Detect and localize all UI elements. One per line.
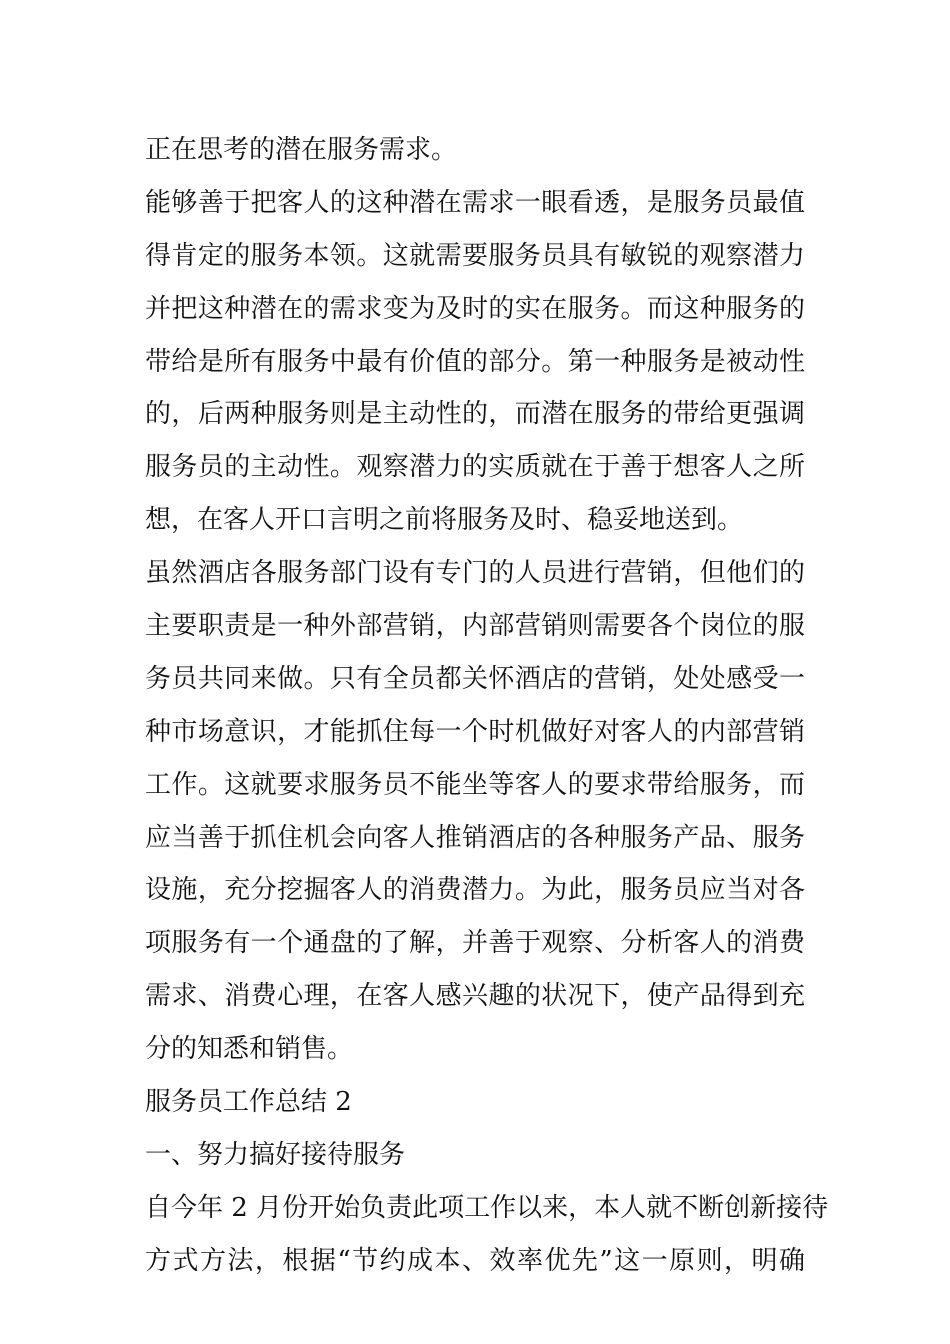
text-line: 虽然酒店各服务部门设有专门的人员进行营销，但他们的: [145, 558, 805, 589]
text-line: 能够善于把客人的这种潜在需求一眼看透，是服务员最值: [145, 187, 805, 218]
text-line: 服务员的主动性。观察潜力的实质就在于善于想客人之所: [145, 452, 805, 483]
text-line: 并把这种潜在的需求变为及时的实在服务。而这种服务的: [145, 293, 805, 324]
text-line: 想，在客人开口言明之前将服务及时、稳妥地送到。: [145, 505, 744, 536]
subsection-heading: 一、努力搞好接待服务: [145, 1139, 406, 1170]
text-line: 方式方法，根据“节约成本、效率优先”这一原则，明确: [145, 1245, 805, 1276]
text-line: 工作。这就要求服务员不能坐等客人的要求带给服务，而: [145, 769, 805, 800]
text-line: 的，后两种服务则是主动性的，而潜在服务的带给更强调: [145, 399, 805, 430]
text-line: 种市场意识，才能抓住每一个时机做好对客人的内部营销: [145, 716, 805, 747]
text-line: 应当善于抓住机会向客人推销酒店的各种服务产品、服务: [145, 822, 805, 853]
text-line: 分的知悉和销售。: [145, 1034, 354, 1065]
text-line: 得肯定的服务本领。这就需要服务员具有敏锐的观察潜力: [145, 240, 805, 271]
text-line: 需求、消费心理，在客人感兴趣的状况下，使产品得到充: [145, 981, 805, 1012]
text-line: 自今年 2 月份开始负责此项工作以来，本人就不断创新接待: [145, 1192, 829, 1223]
document-body: [145, 124, 829, 1288]
text-line: 项服务有一个通盘的了解，并善于观察、分析客人的消费: [145, 928, 805, 959]
text-line: 设施，充分挖掘客人的消费潜力。为此，服务员应当对各: [145, 875, 805, 906]
text-line: 带给是所有服务中最有价值的部分。第一种服务是被动性: [145, 346, 805, 377]
section-heading: 服务员工作总结 2: [145, 1087, 352, 1118]
text-line: 正在思考的潜在服务需求。: [145, 135, 458, 165]
text-line: 务员共同来做。只有全员都关怀酒店的营销，处处感受一: [145, 663, 805, 694]
text-line: 主要职责是一种外部营销，内部营销则需要各个岗位的服: [145, 611, 805, 642]
